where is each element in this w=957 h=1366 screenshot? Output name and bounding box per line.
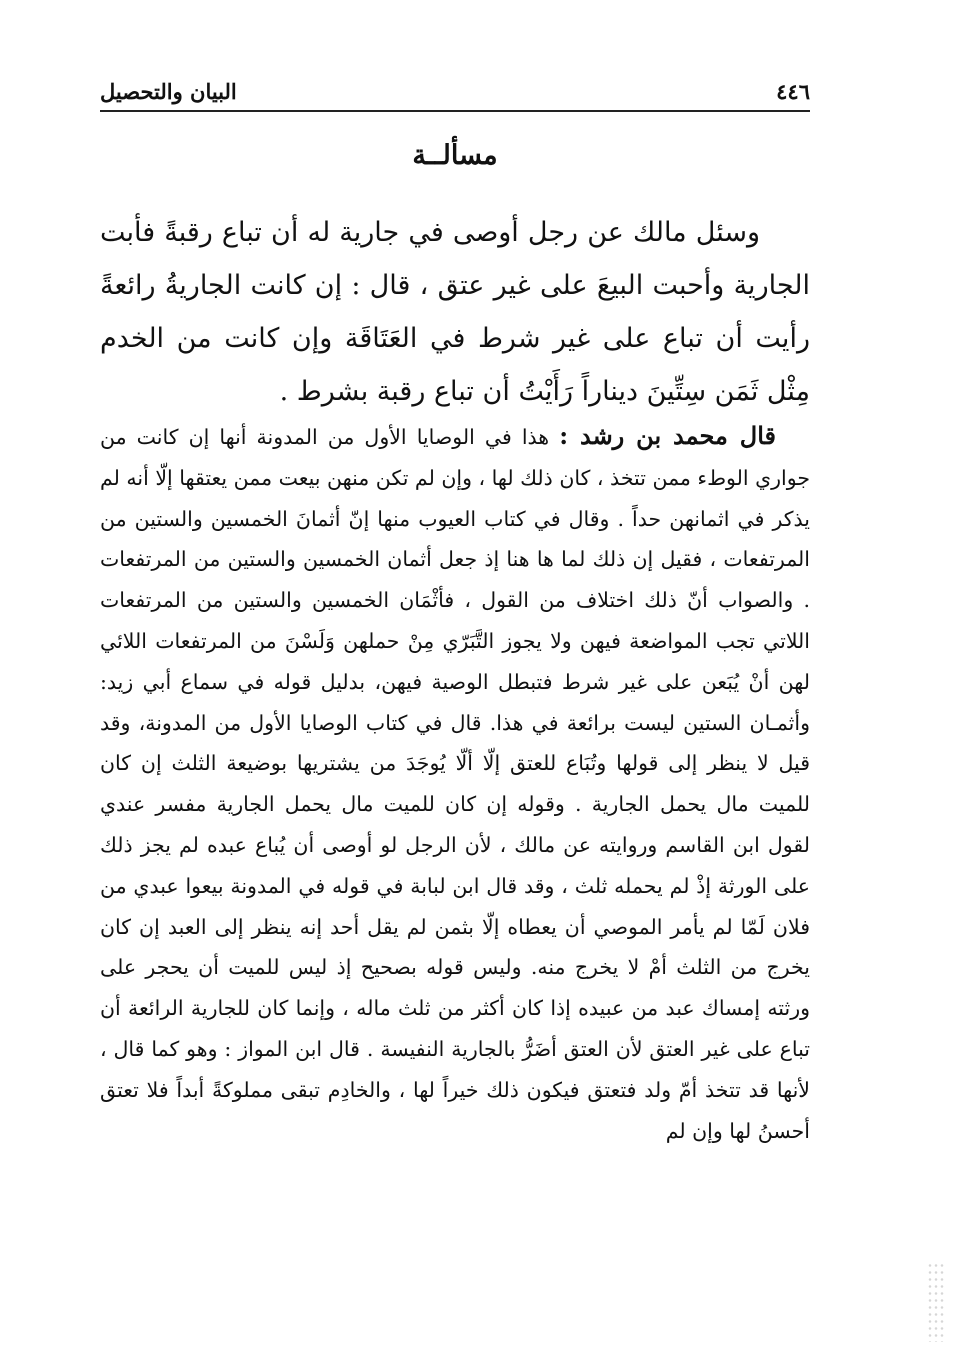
scan-speckle [927, 1262, 945, 1342]
question-paragraph: وسئل مالك عن رجل أوصى في جارية له أن تباع رقبةً فأبت الجارية وأحبت البيعَ على غير عتق ، قال : إن كانت الجاريةُ رائعةً رأيت أن تباع على غير شرط في العَتَاقَة وإن كانت من الخدم مِثْل ثَمَن سِتِّينَ ديناراً رَأَيْتُ أن تباع رقبة بشرط . [100, 217, 810, 407]
commentary-speaker: قال محمد بن رشد : [559, 421, 776, 450]
commentary-paragraph [100, 416, 810, 1151]
commentary-text: هذا في الوصايا الأول من المدونة أنها إن كانت من جواري الوطء ممن تتخذ ، كان ذلك لها ، وإن لم تكن منهن بيعت ممن يعتقها إلّا أنه لم يذكر في اثمانهن حداً . وقال في كتاب العيوب منها إنّ أثمانَ الخمسين والستين من المرتفعات ، فقيل إن ذلك لما ها هنا إذ جعل أثمان الخمسين والستين من المرتفعات . والصواب أنّ ذلك اختلاف من القول ، فأثْمَان الخمسين والستين من المرتفعات اللاتي تجب المواضعة فيهن ولا يجوز التَّبَرّي مِنْ حملهن وَلَسْنَ من المرتفعات اللائي لهن أنْ يُبَعن على غير شرط فتبطل الوصية فيهن، بدليل قوله في سماع أبي زيد: وأثمـان الستين ليست برائعة في هذا. قال في كتاب الوصايا الأول من المدونة، وقد قيل لا ينظر إلى قولها وتُبَاع للعتق إلّا ألّا يُوجَدَ من يشتريها بوضيعة الثلث إن كان للميت مال يحمل الجارية . وقوله إن كان للميت مال يحمل الجارية مفسر عندي لقول ابن القاسم وروايته عن مالك ، لأن الرجل لو أوصى أن يُباع عبده لم يجز ذلك على الورثة إذْ لم يحمله ثلث ، وقد قال ابن لبابة في قوله في المدونة بيعوا عبدي من فلان لَمّا لم يأمر الموصي أن يعطاه إلّا بثمن لم يقل أحد إنه ينظر إلى العبد إن كان يخرج من الثلث أمْ لا يخرج منه. وليس قوله بصحيح إذ ليس للميت أن يحجر على ورثته إمساك عبد من عبيده إذا كان أكثر من ثلث ماله ، وإنما كان للجارية الرائعة أن تباع على غير العتق لأن العتق أضَرُّ بالجارية النفيسة . قال ابن المواز : وهو كما قال ، لأنها قد تتخذ أمّ ولد فتعتق فيكون ذلك خيراً لها ، والخادِم تبقى مملوكةً أبداً فلا تعتق أحسنُ لها وإن لم [100, 425, 810, 1143]
header-rule [100, 110, 810, 112]
book-page [100, 0, 810, 1366]
section-heading: مسألــة [412, 140, 498, 171]
page-number: ٤٤٦ [776, 79, 810, 104]
book-title: البيان والتحصيل [100, 79, 237, 104]
running-header [100, 74, 810, 104]
